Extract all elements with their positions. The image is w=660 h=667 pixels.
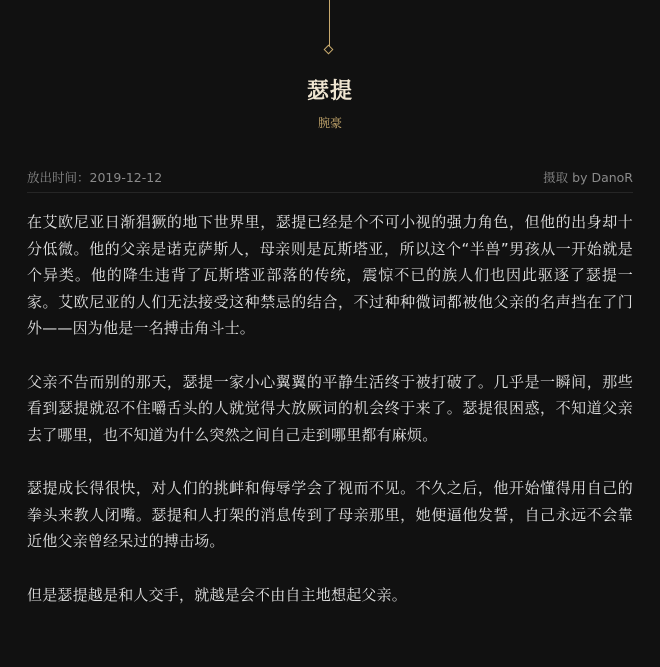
release-date-label: 放出时间： <box>27 170 90 185</box>
paragraph: 瑟提成长得很快，对人们的挑衅和侮辱学会了视而不见。不久之后，他开始懂得用自己的拳头来教人闭嘴。瑟提和人打架的消息传到了母亲那里，她便逼他发誓，自己永远不会靠近他父亲曾经呆过的搏击场。 <box>27 479 633 550</box>
paragraph: 在艾欧尼亚日渐猖獗的地下世界里，瑟提已经是个不可小视的强力角色，但他的出身却十分低微。他的父亲是诺克萨斯人，母亲则是瓦斯塔亚，所以这个“半兽”男孩从一开始就是个异类。他的降生违背了瓦斯塔亚部落的传统，震惊不已的族人们也因此驱逐了瑟提一家。艾欧尼亚的人们无法接受这种禁忌的结合，不过种种微词都被他父亲的名声挡在了门外——因为他是一名搏击角斗士。 <box>27 213 633 337</box>
meta-bar <box>27 168 633 186</box>
release-date <box>27 168 162 186</box>
paragraph: 但是瑟提越是和人交手，就越是会不由自主地想起父亲。 <box>27 585 408 604</box>
ornament-line <box>329 0 330 46</box>
page-subtitle: 腕豪 <box>317 116 342 130</box>
paragraph: 父亲不告而别的那天，瑟提一家小心翼翼的平静生活终于被打破了。几乎是一瞬间，那些看到瑟提就忍不住嚼舌头的人就觉得大放厥词的机会终于来了。瑟提很困惑，不知道父亲去了哪里，也不知道为什么突然之间自己走到哪里都有麻烦。 <box>27 372 633 444</box>
source-credit: 摄取 by DanoR <box>543 170 633 185</box>
article-body <box>27 209 633 635</box>
diamond-ornament-icon <box>324 45 334 55</box>
page-title: 瑟提 <box>306 79 353 104</box>
divider <box>27 192 633 193</box>
release-date-value: 2019-12-12 <box>89 170 163 185</box>
